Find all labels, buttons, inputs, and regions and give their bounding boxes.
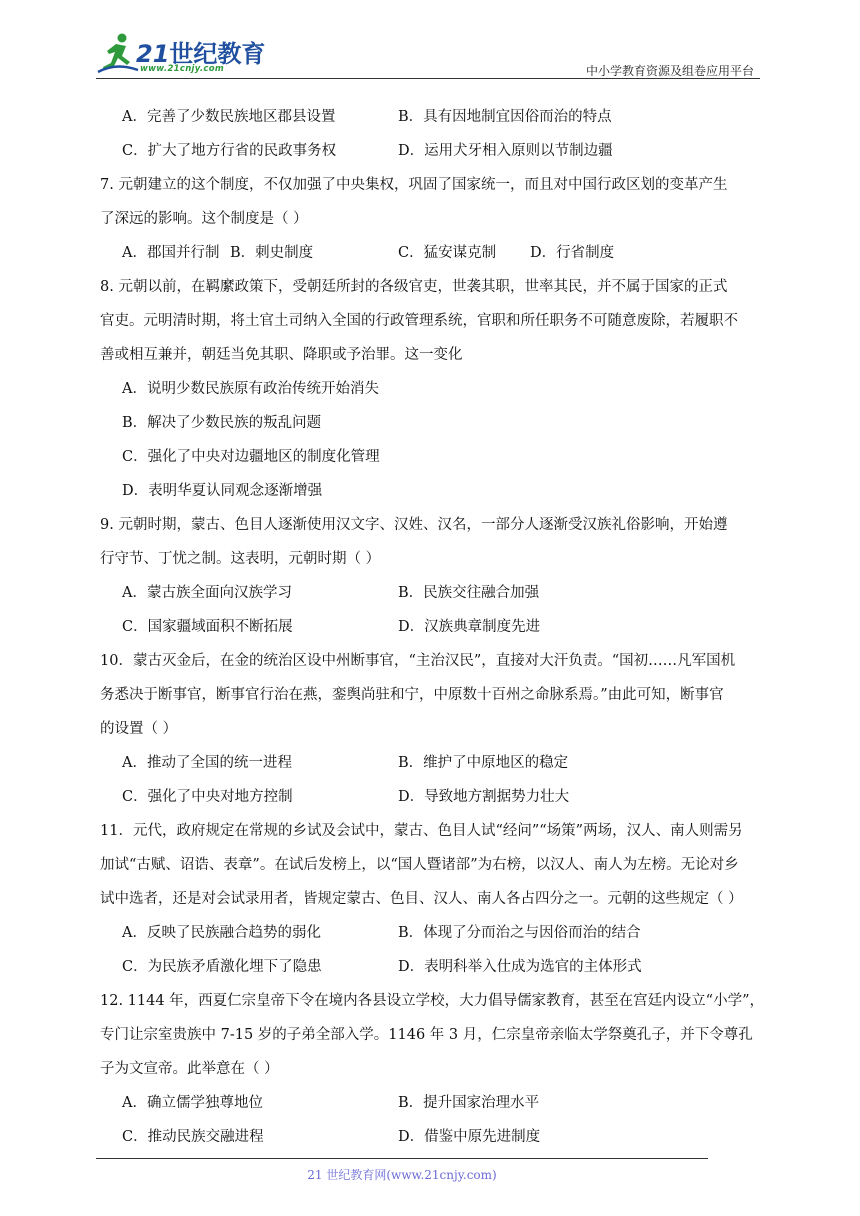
logo-url: www.21cnjy.com [140, 64, 224, 74]
option: D．借鉴中原先进制度 [398, 1129, 541, 1145]
option: A．说明少数民族原有政治传统开始消失 [122, 381, 379, 397]
option: B．具有因地制宜因俗而治的特点 [398, 109, 612, 125]
question-text: 官吏。元明清时期，将土官土司纳入全国的行政管理系统，官职和所任职务不可随意废除，若履职不 [100, 313, 738, 329]
option: A．完善了少数民族地区郡县设置 [122, 109, 336, 125]
option: A．反映了民族融合趋势的弱化 [122, 925, 321, 941]
option: C．强化了中央对地方控制 [122, 789, 293, 805]
option: D．表明华夏认同观念逐渐增强 [122, 483, 323, 499]
option: A．蒙古族全面向汉族学习 [122, 585, 292, 601]
footer-divider [96, 1158, 708, 1159]
option-row [100, 474, 764, 508]
question-text: 务悉决于断事官，断事官行治在燕，銮舆尚驻和宁，中原数十百州之命脉系焉。”由此可知，断事官 [100, 687, 724, 703]
option: C．为民族矛盾激化埋下了隐患 [122, 959, 322, 975]
question-text: 7. 元朝建立的这个制度，不仅加强了中央集权，巩固了国家统一，而且对中国行政区划的变革产生 [100, 177, 728, 193]
question-text: 试中选者，还是对会试录用者，皆规定蒙古、色目、汉人、南人各占四分之一。元朝的这些规定（ ） [100, 891, 743, 907]
question-text: 子为文宣帝。此举意在（ ） [100, 1061, 279, 1077]
option: B．维护了中原地区的稳定 [398, 755, 569, 771]
logo-brand: 21世纪教育 [136, 40, 266, 68]
option: B．民族交往融合加强 [398, 585, 540, 601]
option: C．推动民族交融进程 [122, 1129, 264, 1145]
option: D．汉族典章制度先进 [398, 619, 541, 635]
option: D．导致地方割据势力壮大 [398, 789, 570, 805]
option-row [100, 610, 764, 644]
footer-text: 21 世纪教育网(www.21cnjy.com) [307, 1168, 497, 1182]
platform-title: 中小学教育资源及组卷应用平台 [585, 64, 754, 78]
option: A．郡国并行制 [122, 245, 220, 261]
option: C．国家疆域面积不断拓展 [122, 619, 293, 635]
option-row [100, 372, 764, 406]
page-header [96, 30, 760, 80]
question-text: 了深远的影响。这个制度是（ ） [100, 211, 308, 227]
option-row [100, 746, 764, 780]
question-text: 11．元代，政府规定在常规的乡试及会试中，蒙古、色目人试“经问”“场策”两场，汉人、南人则需另 [100, 823, 743, 839]
option: A．确立儒学独尊地位 [122, 1095, 263, 1111]
option: B．体现了分而治之与因俗而治的结合 [398, 925, 641, 941]
question-text: 加试“古赋、诏诰、表章”。在试后发榜上，以“国人暨诸部”为右榜，以汉人、南人为左榜。无论对乡 [100, 857, 739, 873]
question-text: 专门让宗室贵族中 7-15 岁的子弟全部入学。1146 年 3 月，仁宗皇帝亲临太学祭奠孔子，并下令尊孔 [100, 1027, 753, 1043]
logo [96, 32, 266, 78]
question-text: 的设置（ ） [100, 721, 178, 737]
option-row [100, 1120, 764, 1154]
runner-logo-icon [96, 32, 140, 76]
question-text: 行守节、丁忧之制。这表明，元朝时期（ ） [100, 551, 381, 567]
option-row [100, 780, 764, 814]
option-row [100, 236, 764, 270]
question-text: 8. 元朝以前，在羁縻政策下，受朝廷所封的各级官吏，世袭其职，世率其民，并不属于国家的正式 [100, 279, 728, 295]
question-text: 9. 元朝时期，蒙古、色目人逐渐使用汉文字、汉姓、汉名，一部分人逐渐受汉族礼俗影响，开始遵 [100, 517, 728, 533]
question-text: 10．蒙古灭金后，在金的统治区设中州断事官，“主治汉民”，直接对大汗负责。“国初……凡军国机 [100, 653, 736, 669]
option: D．行省制度 [530, 245, 615, 261]
option-row [100, 440, 764, 474]
option: A．推动了全国的统一进程 [122, 755, 292, 771]
option-row [100, 576, 764, 610]
option: C．猛安谋克制 [398, 245, 497, 261]
option: C．扩大了地方行省的民政事务权 [122, 143, 337, 159]
option-row [100, 1086, 764, 1120]
option-row [100, 950, 764, 984]
header-divider [96, 78, 760, 79]
option: B．解决了少数民族的叛乱问题 [122, 415, 322, 431]
option-row [100, 100, 764, 134]
option: B．提升国家治理水平 [398, 1095, 540, 1111]
option: D．表明科举入仕成为选官的主体形式 [398, 959, 642, 975]
option: D．运用犬牙相入原则以节制边疆 [398, 143, 613, 159]
question-list [100, 100, 764, 1154]
question-text: 12. 1144 年，西夏仁宗皇帝下令在境内各县设立学校，大力倡导儒家教育，甚至在宫廷内设立“小学”， [100, 993, 765, 1009]
option-row [100, 134, 764, 168]
option: C．强化了中央对边疆地区的制度化管理 [122, 449, 380, 465]
question-text: 善或相互兼并，朝廷当免其职、降职或予治罪。这一变化 [100, 347, 463, 363]
option-row [100, 916, 764, 950]
option-row [100, 406, 764, 440]
option: B．刺史制度 [230, 245, 314, 261]
